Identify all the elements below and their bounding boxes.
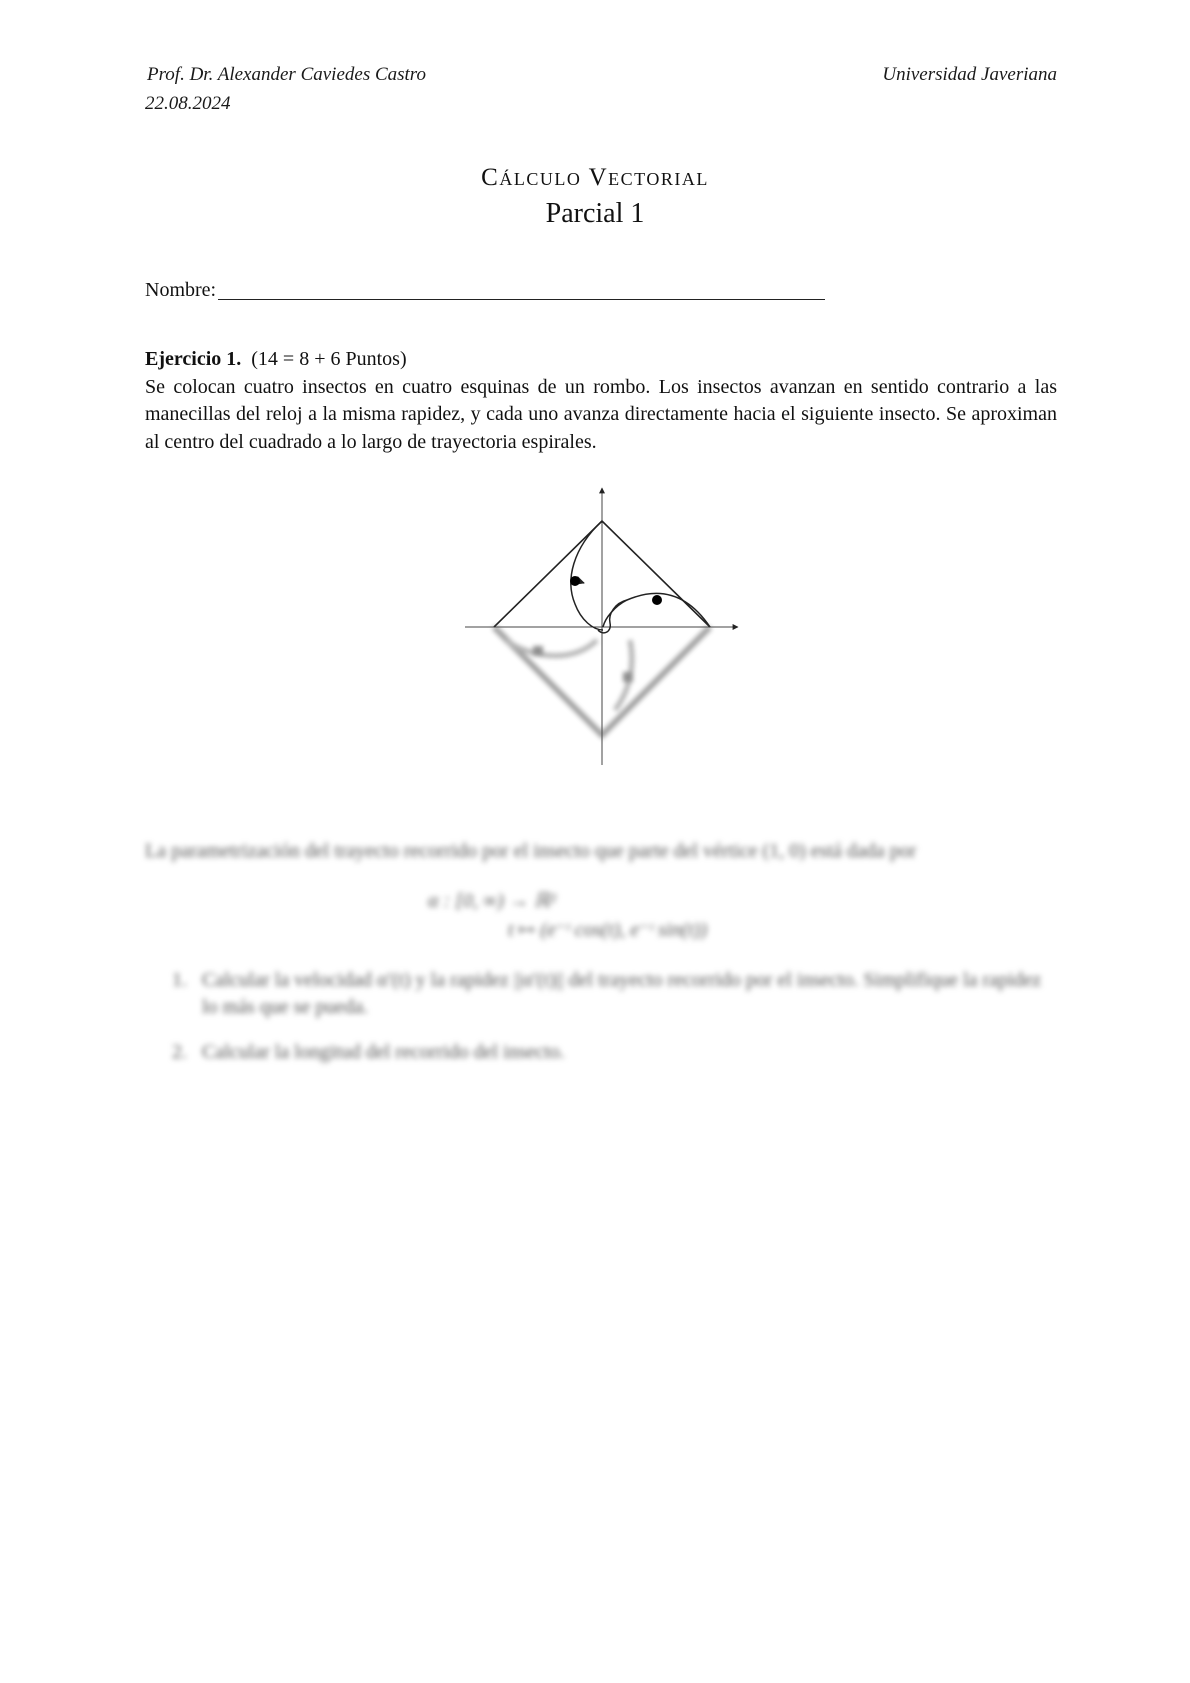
task-number: 1. [172,969,187,991]
task-item [172,1039,1057,1066]
name-blank-line [218,281,825,300]
spiral-paths [571,521,710,633]
task-list [172,967,1057,1084]
insect-marker [652,595,662,605]
insect-marker [570,576,580,586]
figure-axes [465,488,738,765]
task-text: Calcular la velocidad α′(t) y la rapidez ||α′(t)|| del trayecto recorrido por el insecto. Simplifique la rapidez lo más que se pueda. [202,969,1042,1018]
formula-map: t ↦ (e⁻ᵗ cos(t), e⁻ᵗ sin(t)) [508,919,707,941]
exercise-statement: Se colocan cuatro insectos en cuatro esquinas de un rombo. Los insectos avanzan en sentido contrario a las manecillas del reloj a la misma rapidez, y cada uno avanza directamente hacia el siguiente insecto. Se aproximan al centro del cuadrado a lo largo de trayectoria espirales. [145,375,1057,453]
spiral-figure [455,480,745,780]
parametrization-text: La parametrización del trayecto recorrido por el insecto que parte del vértice (1, 0) está dada por [145,840,917,862]
university-name: Universidad Javeriana [882,64,1057,85]
author-name: Prof. Dr. Alexander Caviedes Castro [147,64,426,85]
course-title: Cálculo Vectorial [481,164,709,191]
insect-markers [570,576,662,605]
title-block [0,162,1190,232]
formula-domain: α : [0, ∞) → ℝ² [428,890,556,912]
exercise-1 [145,346,1057,456]
name-label: Nombre: [145,279,217,301]
spiral-path-2 [571,521,603,630]
exam-date: 22.08.2024 [145,93,231,114]
name-field [145,279,825,302]
exam-title: Parcial 1 [545,198,645,229]
exercise-label: Ejercicio 1. [145,348,242,370]
exercise-points: (14 = 8 + 6 Puntos) [251,348,407,370]
task-item [172,967,1057,1021]
task-number: 2. [172,1041,187,1063]
task-text: Calcular la longitud del recorrido del insecto. [202,1041,565,1063]
